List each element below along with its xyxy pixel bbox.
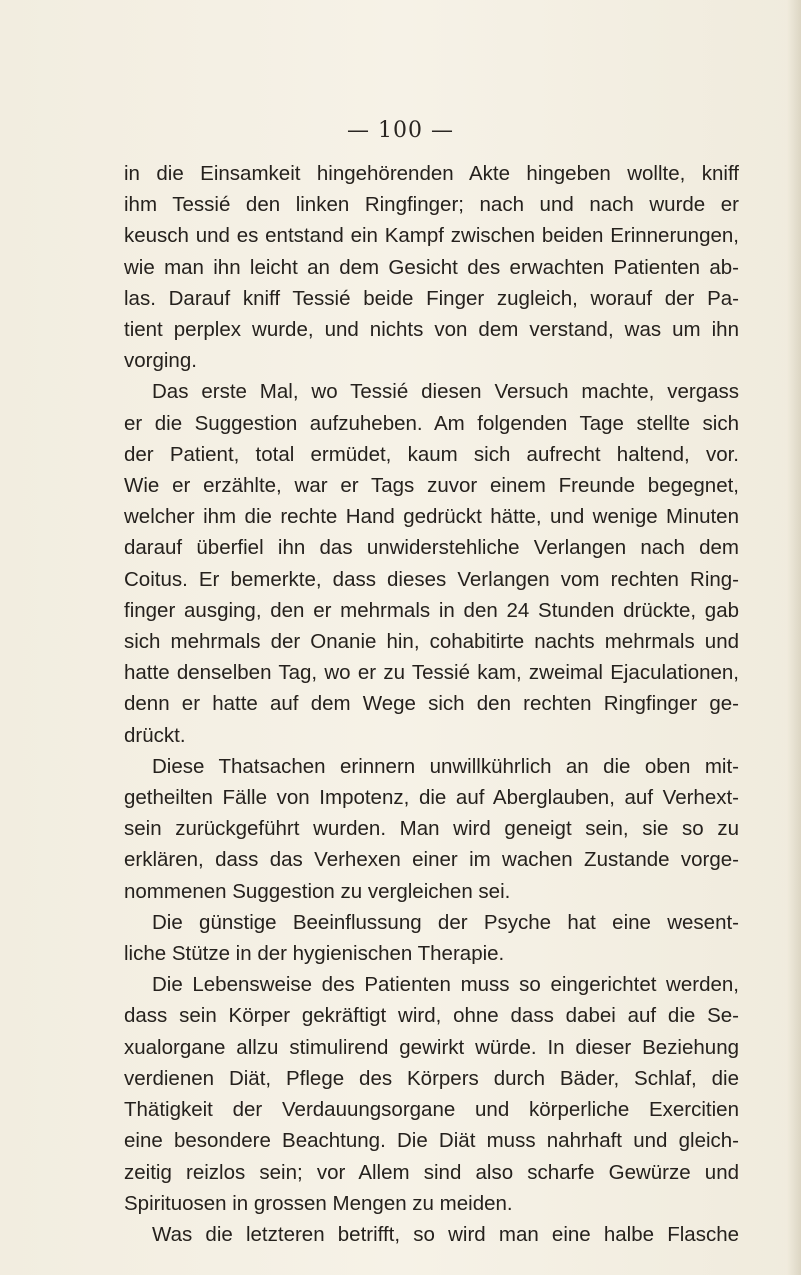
text-line: der Patient, total ermüdet, kaum sich aufrecht haltend, vor.	[124, 442, 739, 466]
text-line: xualorgane allzu stimulirend gewirkt würde. In dieser Beziehung	[124, 1035, 739, 1059]
text-line: finger ausging, den er mehrmals in den 24 Stunden drückte, gab	[124, 598, 739, 622]
text-line: welcher ihm die rechte Hand gedrückt hätte, und wenige Minuten	[124, 505, 739, 529]
text-line: Die günstige Beeinflussung der Psyche hat eine wesent-	[152, 910, 739, 934]
text-line: dass sein Körper gekräftigt wird, ohne dass dabei auf die Se-	[124, 1004, 739, 1028]
text-line: zeitig reizlos sein; vor Allem sind also scharfe Gewürze und	[124, 1160, 739, 1184]
text-line: wie man ihn leicht an dem Gesicht des erwachten Patienten ab-	[124, 255, 739, 279]
text-line: ihm Tessié den linken Ringfinger; nach und nach wurde er	[124, 193, 739, 217]
text-line: Diese Thatsachen erinnern unwillkührlich an die oben mit-	[152, 754, 739, 778]
text-line: Was die letzteren betrifft, so wird man eine halbe Flasche	[152, 1222, 739, 1246]
text-line: denn er hatte auf dem Wege sich den rechten Ringfinger ge-	[124, 692, 739, 716]
text-line: vorging.	[124, 349, 197, 373]
text-line: Die Lebensweise des Patienten muss so eingerichtet werden,	[152, 973, 739, 997]
text-line: drückt.	[124, 723, 186, 747]
text-line: sein zurückgeführt wurden. Man wird geneigt sein, sie so zu	[124, 817, 739, 841]
text-line: hatte denselben Tag, wo er zu Tessié kam, zweimal Ejaculationen,	[124, 661, 739, 685]
text-line: getheilten Fälle von Impotenz, die auf Aberglauben, auf Verhext-	[124, 786, 739, 810]
text-line: tient perplex wurde, und nichts von dem verstand, was um ihn	[124, 318, 739, 342]
text-line: eine besondere Beachtung. Die Diät muss nahrhaft und gleich-	[124, 1129, 739, 1153]
page-number: — 100 —	[347, 118, 454, 143]
text-line: in die Einsamkeit hingehörenden Akte hingeben wollte, kniff	[124, 162, 739, 185]
text-line: nommenen Suggestion zu vergleichen sei.	[124, 879, 511, 903]
text-line: er die Suggestion aufzuheben. Am folgenden Tage stellte sich	[124, 411, 739, 435]
text-line: Coitus. Er bemerkte, dass dieses Verlangen vom rechten Ring-	[124, 567, 739, 591]
text-line: sich mehrmals der Onanie hin, cohabitirte nachts mehrmals und	[124, 630, 739, 654]
text-line: verdienen Diät, Pflege des Körpers durch Bäder, Schlaf, die	[124, 1066, 739, 1090]
text-line: las. Darauf kniff Tessié beide Finger zugleich, worauf der Pa-	[124, 286, 739, 310]
page-edge-shadow	[787, 0, 801, 1275]
body-text	[124, 158, 739, 1250]
text-line: Thätigkeit der Verdauungsorgane und körperliche Exercitien	[124, 1098, 739, 1122]
text-line: Das erste Mal, wo Tessié diesen Versuch machte, vergass	[152, 380, 739, 404]
text-line: darauf überfiel ihn das unwiderstehliche Verlangen nach dem	[124, 536, 739, 560]
text-line: keusch und es entstand ein Kampf zwischen beiden Erinnerungen,	[124, 224, 739, 248]
text-line: liche Stütze in der hygienischen Therapie.	[124, 942, 505, 966]
text-line: Spirituosen in grossen Mengen zu meiden.	[124, 1191, 513, 1215]
text-line: Wie er erzählte, war er Tags zuvor einem Freunde begegnet,	[124, 474, 739, 498]
text-line: erklären, dass das Verhexen einer im wachen Zustande vorge-	[124, 848, 739, 872]
